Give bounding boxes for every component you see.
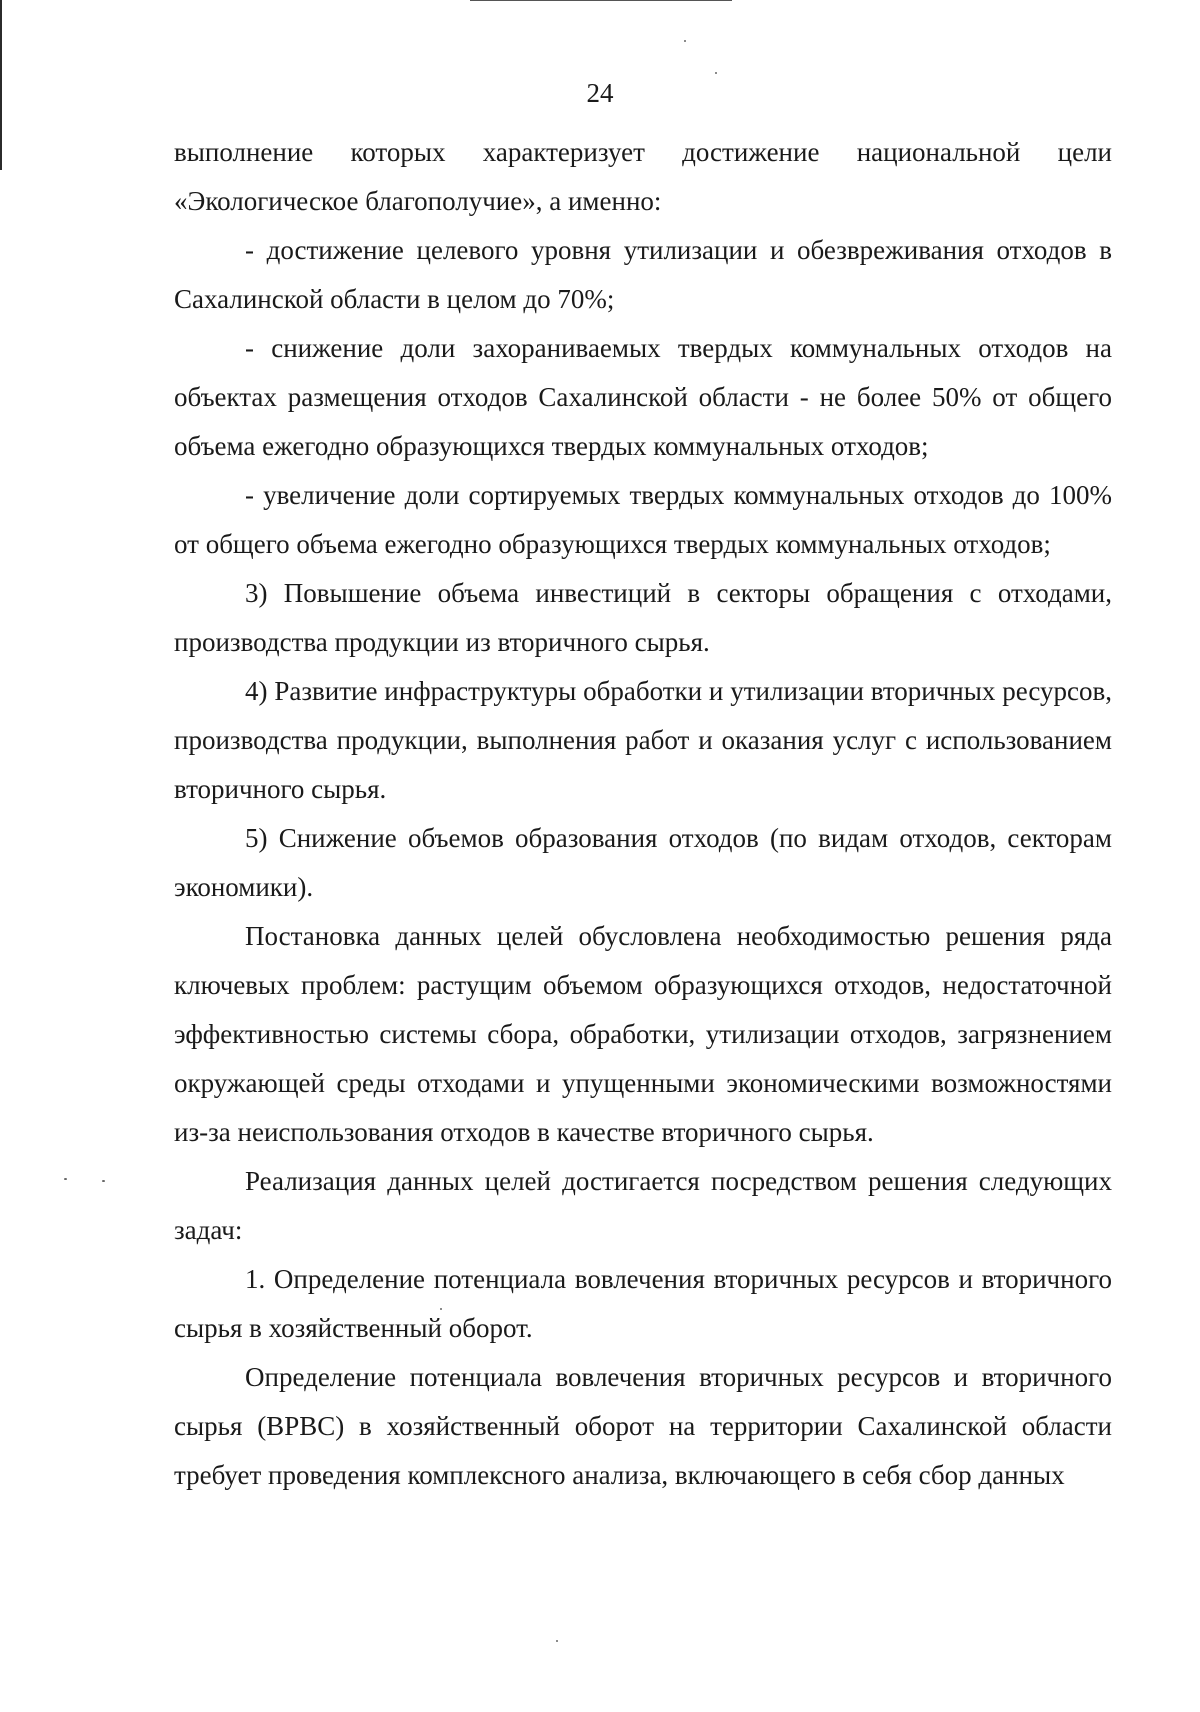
paragraph: - снижение доли захораниваемых твердых коммунальных отходов на объектах размещения отходов Сахалинской области - не более 50% от общего объема ежегодно образующихся твердых коммунальных отходов; <box>174 333 1112 461</box>
paragraph: 3) Повышение объема инвестиций в секторы обращения с отходами, производства продукции из вторичного сырья. <box>174 578 1112 657</box>
paragraph: - увеличение доли сортируемых твердых коммунальных отходов до 100% от общего объема ежегодно образующихся твердых коммунальных отходов; <box>174 480 1112 559</box>
paragraph: выполнение которых характеризует достижение национальной цели «Экологическое благополучие», а именно: <box>174 137 1112 216</box>
paragraph: Реализация данных целей достигается посредством решения следующих задач: <box>174 1166 1112 1245</box>
page-number: 24 <box>586 78 614 108</box>
paragraph: - достижение целевого уровня утилизации и обезвреживания отходов в Сахалинской области в целом до 70%; <box>174 235 1112 314</box>
scan-artifact-line <box>470 0 732 1</box>
paragraph: 1. Определение потенциала вовлечения вторичных ресурсов и вторичного сырья в хозяйственный оборот. <box>174 1264 1112 1343</box>
scan-speck <box>556 1640 558 1642</box>
paragraph: Определение потенциала вовлечения вторичных ресурсов и вторичного сырья (ВРВС) в хозяйственный оборот на территории Сахалинской области требует проведения комплексного анализа, включающего в себя сбор данных <box>174 1362 1112 1490</box>
paragraph: 5) Снижение объемов образования отходов (по видам отходов, секторам экономики). <box>174 823 1112 902</box>
scan-speck <box>64 1178 67 1180</box>
scan-speck <box>715 72 717 74</box>
paragraph: 4) Развитие инфраструктуры обработки и утилизации вторичных ресурсов, производства продукции, выполнения работ и оказания услуг с использованием вторичного сырья. <box>174 676 1112 804</box>
scan-speck <box>684 40 686 42</box>
paragraph: Постановка данных целей обусловлена необходимостью решения ряда ключевых проблем: растущим объемом образующихся отходов, недостаточной эффективностью системы сбора, обработки, утилизации отходов, загрязнением окружающей среды отходами и упущенными экономическими возможностями из-за неиспользования отходов в качестве вторичного сырья. <box>174 921 1112 1147</box>
scan-speck <box>102 1180 105 1182</box>
document-body <box>174 128 1112 1500</box>
